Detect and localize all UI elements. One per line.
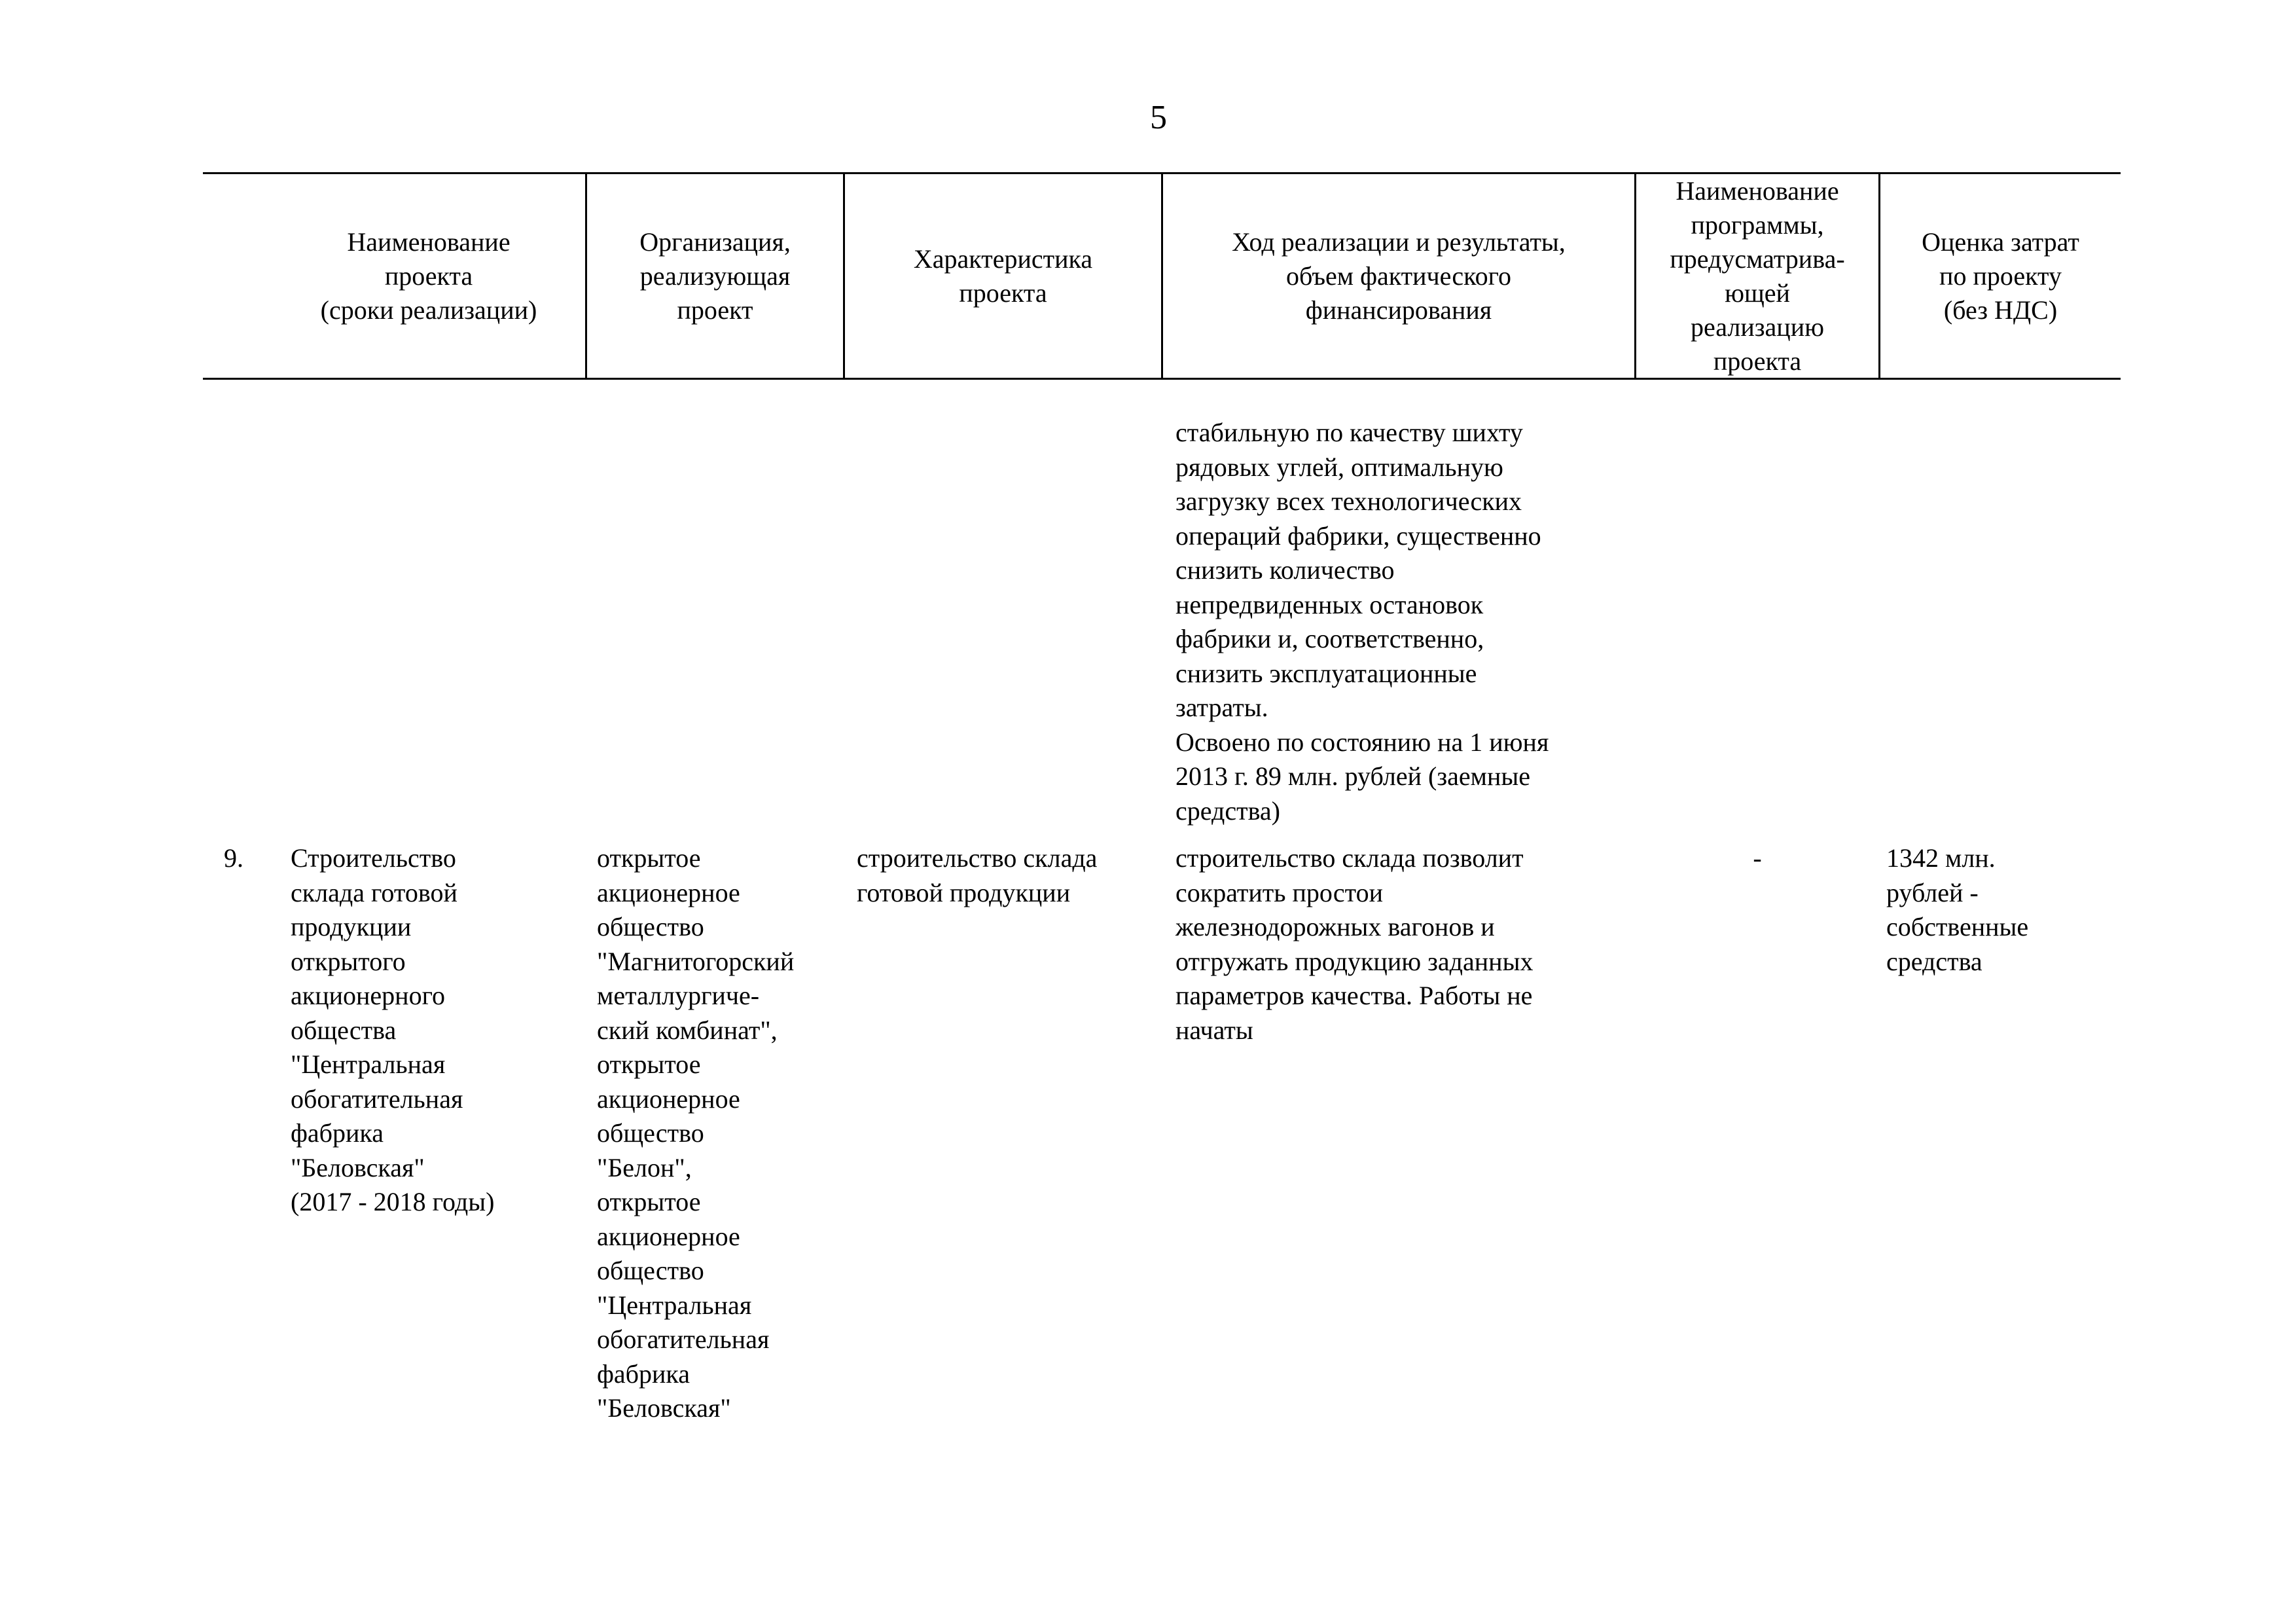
continuation-progress-text: стабильную по качеству шихту рядовых углей, оптимальную загрузку всех технологических операций фабрики, существенно снизить количество непредвиденных остановок фабрики и, соответственно, снизить эксплуатационные затраты. Освоено по состоянию на 1 июня 2013 г. 89 млн. рублей (заемные средства) xyxy=(1175,418,1549,826)
page-number: 5 xyxy=(1150,99,1167,136)
header-cost: Оценка затрат по проекту (без НДС) xyxy=(1922,227,2079,325)
header-project-name: Наименование проекта (сроки реализации) xyxy=(320,227,537,325)
header-progress: Ход реализации и результаты, объем фактического финансирования xyxy=(1232,227,1566,325)
row-program: - xyxy=(1753,843,1762,873)
row-cost: 1342 млн. рублей - собственные средства xyxy=(1886,843,2029,976)
row-project-name: Строительство склада готовой продукции открытого акционерного общества "Центральная обогатительная фабрика "Беловская" (2017 - 2018 годы) xyxy=(291,843,495,1216)
header-organization: Организация, реализующая проект xyxy=(639,227,791,325)
row-progress: строительство склада позволит сократить простои железнодорожных вагонов и отгружать продукцию заданных параметров качества. Работы не начаты xyxy=(1175,843,1534,1045)
row-number: 9. xyxy=(224,843,243,873)
row-characteristic: строительство склада готовой продукции xyxy=(857,843,1098,907)
header-characteristic: Характеристика проекта xyxy=(913,244,1093,308)
header-program: Наименование программы, предусматрива- ющей реализацию проекта xyxy=(1670,175,1845,376)
row-organization: открытое акционерное общество "Магнитогорский металлургиче- ский комбинат", открытое акционерное общество "Белон", открытое акционерное общество "Центральная обогатительная фабрика "Беловская" xyxy=(597,843,795,1423)
